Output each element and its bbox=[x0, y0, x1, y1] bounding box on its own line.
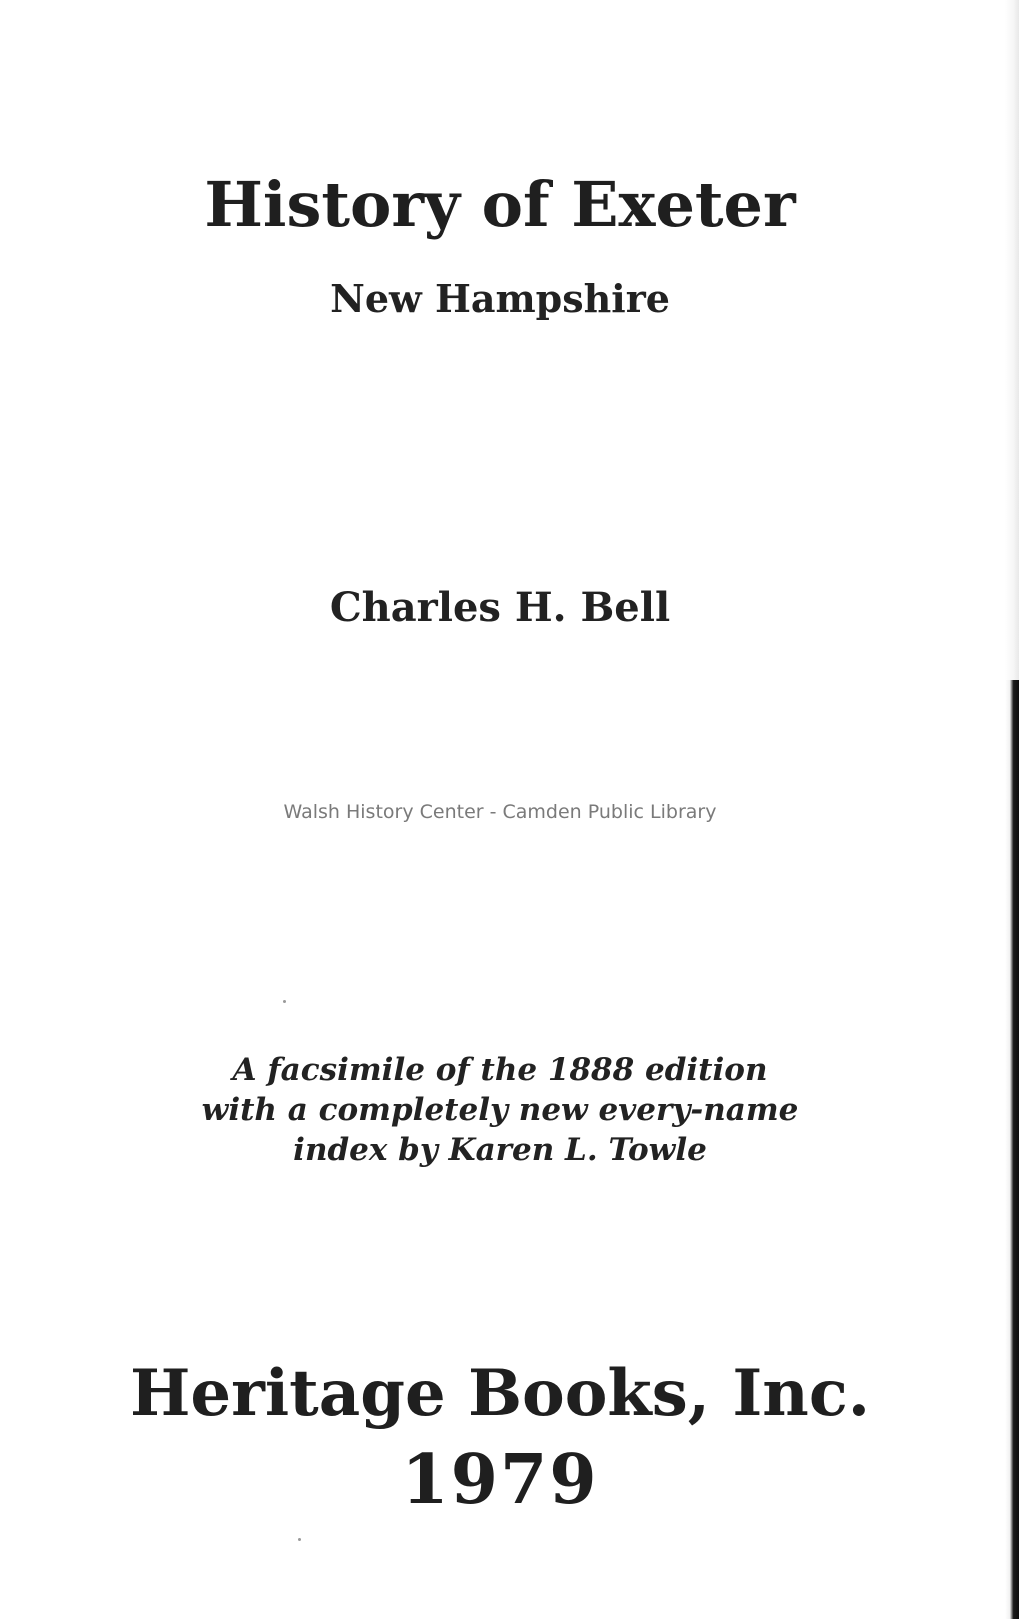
scan-speck bbox=[283, 1000, 286, 1003]
book-title: History of Exeter bbox=[204, 168, 796, 241]
author-name: Charles H. Bell bbox=[329, 584, 671, 631]
edition-note-line: A facsimile of the 1888 edition bbox=[232, 1052, 768, 1088]
publisher-name: Heritage Books, Inc. bbox=[129, 1356, 871, 1431]
edition-note-line: with a completely new every-name bbox=[201, 1092, 799, 1128]
page-edge-shadow bbox=[1005, 0, 1019, 1619]
publication-year: 1979 bbox=[401, 1440, 599, 1520]
book-subtitle: New Hampshire bbox=[330, 276, 670, 321]
library-watermark: Walsh History Center - Camden Public Library bbox=[283, 801, 717, 823]
scan-speck bbox=[298, 1538, 301, 1541]
edition-note-line: index by Karen L. Towle bbox=[293, 1132, 707, 1168]
